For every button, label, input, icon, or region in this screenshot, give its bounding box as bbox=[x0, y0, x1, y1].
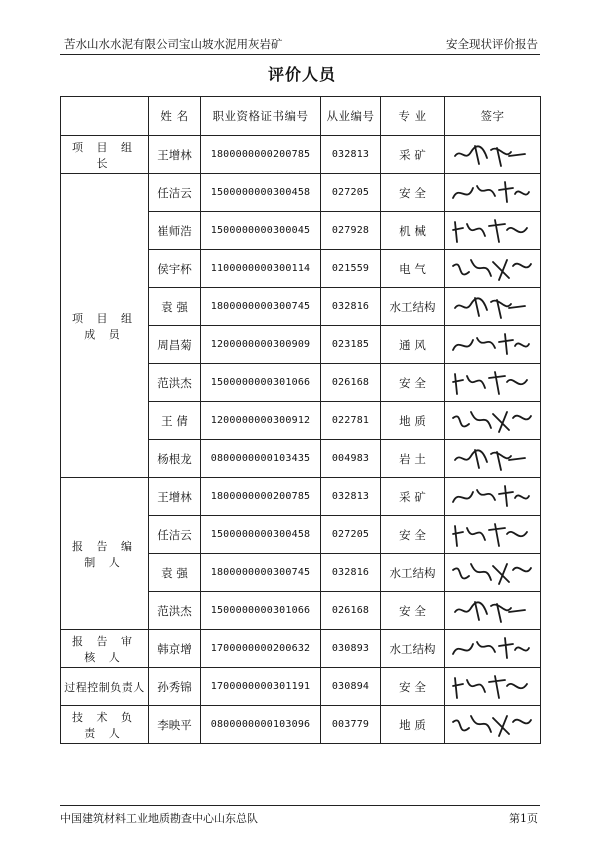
cert-number-cell: 1500000000300458 bbox=[201, 174, 321, 212]
table-row bbox=[61, 668, 541, 706]
name-cell: 韩京增 bbox=[149, 630, 201, 668]
major-cell: 岩 土 bbox=[381, 440, 445, 478]
major-cell: 水工结构 bbox=[381, 288, 445, 326]
employee-number-cell: 021559 bbox=[321, 250, 381, 288]
signature-cell bbox=[445, 250, 541, 288]
major-cell: 地 质 bbox=[381, 706, 445, 744]
signature-cell bbox=[445, 440, 541, 478]
employee-number-cell: 032816 bbox=[321, 554, 381, 592]
column-header-signature: 签字 bbox=[445, 97, 541, 136]
name-cell: 袁 强 bbox=[149, 554, 201, 592]
major-cell: 水工结构 bbox=[381, 554, 445, 592]
major-cell: 机 械 bbox=[381, 212, 445, 250]
handwritten-signature bbox=[449, 708, 537, 740]
table-header-row bbox=[61, 97, 541, 136]
employee-number-cell: 004983 bbox=[321, 440, 381, 478]
name-cell: 孙秀锦 bbox=[149, 668, 201, 706]
employee-number-cell: 030894 bbox=[321, 668, 381, 706]
column-header-name: 姓 名 bbox=[149, 97, 201, 136]
handwritten-signature bbox=[449, 328, 537, 360]
major-cell: 通 风 bbox=[381, 326, 445, 364]
handwritten-signature bbox=[449, 670, 537, 702]
name-cell: 任洁云 bbox=[149, 516, 201, 554]
employee-number-cell: 027205 bbox=[321, 516, 381, 554]
column-header-cert: 职业资格证书编号 bbox=[201, 97, 321, 136]
footer-organization: 中国建筑材料工业地质勘查中心山东总队 bbox=[60, 812, 258, 825]
handwritten-signature bbox=[449, 632, 537, 664]
signature-cell bbox=[445, 630, 541, 668]
signature-cell bbox=[445, 706, 541, 744]
handwritten-signature bbox=[449, 176, 537, 208]
cert-number-cell: 0800000000103096 bbox=[201, 706, 321, 744]
major-cell: 安 全 bbox=[381, 174, 445, 212]
signature-cell bbox=[445, 402, 541, 440]
role-cell: 技 术 负 责 人 bbox=[61, 706, 149, 744]
header-rule bbox=[60, 54, 540, 55]
role-cell: 报 告 编 制 人 bbox=[61, 478, 149, 630]
page-title: 评价人员 bbox=[267, 65, 336, 84]
name-cell: 王增林 bbox=[149, 136, 201, 174]
signature-cell bbox=[445, 326, 541, 364]
major-cell: 水工结构 bbox=[381, 630, 445, 668]
major-cell: 采 矿 bbox=[381, 478, 445, 516]
column-header-employee-no: 从业编号 bbox=[321, 97, 381, 136]
role-cell: 项 目 组 成 员 bbox=[61, 174, 149, 478]
table-row bbox=[61, 706, 541, 744]
major-cell: 安 全 bbox=[381, 592, 445, 630]
major-cell: 安 全 bbox=[381, 516, 445, 554]
employee-number-cell: 022781 bbox=[321, 402, 381, 440]
employee-number-cell: 032813 bbox=[321, 478, 381, 516]
major-cell: 电 气 bbox=[381, 250, 445, 288]
signature-cell bbox=[445, 592, 541, 630]
handwritten-signature bbox=[449, 480, 537, 512]
major-cell: 安 全 bbox=[381, 668, 445, 706]
name-cell: 范洪杰 bbox=[149, 364, 201, 402]
table-row bbox=[61, 478, 541, 516]
handwritten-signature bbox=[449, 404, 537, 436]
handwritten-signature bbox=[449, 138, 537, 170]
major-cell: 地 质 bbox=[381, 402, 445, 440]
signature-cell bbox=[445, 668, 541, 706]
cert-number-cell: 1800000000200785 bbox=[201, 478, 321, 516]
signature-cell bbox=[445, 364, 541, 402]
handwritten-signature bbox=[449, 252, 537, 284]
staff-table-body bbox=[61, 136, 541, 744]
employee-number-cell: 030893 bbox=[321, 630, 381, 668]
signature-cell bbox=[445, 288, 541, 326]
handwritten-signature bbox=[449, 518, 537, 550]
employee-number-cell: 003779 bbox=[321, 706, 381, 744]
employee-number-cell: 027205 bbox=[321, 174, 381, 212]
signature-cell bbox=[445, 516, 541, 554]
header-report-title: 安全现状评价报告 bbox=[446, 37, 538, 51]
role-cell: 过程控制负责人 bbox=[61, 668, 149, 706]
cert-number-cell: 1500000000300458 bbox=[201, 516, 321, 554]
major-cell: 采 矿 bbox=[381, 136, 445, 174]
header-company: 苦水山水水泥有限公司宝山坡水泥用灰岩矿 bbox=[64, 37, 283, 51]
handwritten-signature bbox=[449, 214, 537, 246]
handwritten-signature bbox=[449, 556, 537, 588]
name-cell: 崔师浩 bbox=[149, 212, 201, 250]
signature-cell bbox=[445, 174, 541, 212]
signature-cell bbox=[445, 136, 541, 174]
signature-cell bbox=[445, 478, 541, 516]
cert-number-cell: 1200000000300912 bbox=[201, 402, 321, 440]
employee-number-cell: 023185 bbox=[321, 326, 381, 364]
table-row bbox=[61, 174, 541, 212]
role-cell: 报 告 审 核 人 bbox=[61, 630, 149, 668]
major-cell: 安 全 bbox=[381, 364, 445, 402]
column-header-major: 专 业 bbox=[381, 97, 445, 136]
cert-number-cell: 1500000000300045 bbox=[201, 212, 321, 250]
handwritten-signature bbox=[449, 594, 537, 626]
cert-number-cell: 1800000000300745 bbox=[201, 288, 321, 326]
role-cell: 项 目 组 长 bbox=[61, 136, 149, 174]
table-row bbox=[61, 136, 541, 174]
employee-number-cell: 026168 bbox=[321, 592, 381, 630]
cert-number-cell: 1200000000300909 bbox=[201, 326, 321, 364]
employee-number-cell: 026168 bbox=[321, 364, 381, 402]
cert-number-cell: 0800000000103435 bbox=[201, 440, 321, 478]
handwritten-signature bbox=[449, 442, 537, 474]
name-cell: 范洪杰 bbox=[149, 592, 201, 630]
footer-page-number: 第1页 bbox=[509, 812, 538, 825]
cert-number-cell: 1700000000301191 bbox=[201, 668, 321, 706]
name-cell: 王 倩 bbox=[149, 402, 201, 440]
cert-number-cell: 1800000000200785 bbox=[201, 136, 321, 174]
name-cell: 任洁云 bbox=[149, 174, 201, 212]
cert-number-cell: 1700000000200632 bbox=[201, 630, 321, 668]
employee-number-cell: 032816 bbox=[321, 288, 381, 326]
name-cell: 王增林 bbox=[149, 478, 201, 516]
cert-number-cell: 1500000000301066 bbox=[201, 364, 321, 402]
signature-cell bbox=[445, 554, 541, 592]
name-cell: 周昌菊 bbox=[149, 326, 201, 364]
cert-number-cell: 1100000000300114 bbox=[201, 250, 321, 288]
employee-number-cell: 027928 bbox=[321, 212, 381, 250]
cert-number-cell: 1500000000301066 bbox=[201, 592, 321, 630]
staff-table bbox=[60, 96, 541, 744]
name-cell: 袁 强 bbox=[149, 288, 201, 326]
column-header-role bbox=[61, 97, 149, 136]
table-row bbox=[61, 630, 541, 668]
handwritten-signature bbox=[449, 366, 537, 398]
employee-number-cell: 032813 bbox=[321, 136, 381, 174]
handwritten-signature bbox=[449, 290, 537, 322]
cert-number-cell: 1800000000300745 bbox=[201, 554, 321, 592]
name-cell: 杨根龙 bbox=[149, 440, 201, 478]
footer-rule bbox=[60, 805, 540, 806]
name-cell: 侯宇杯 bbox=[149, 250, 201, 288]
signature-cell bbox=[445, 212, 541, 250]
name-cell: 李映平 bbox=[149, 706, 201, 744]
